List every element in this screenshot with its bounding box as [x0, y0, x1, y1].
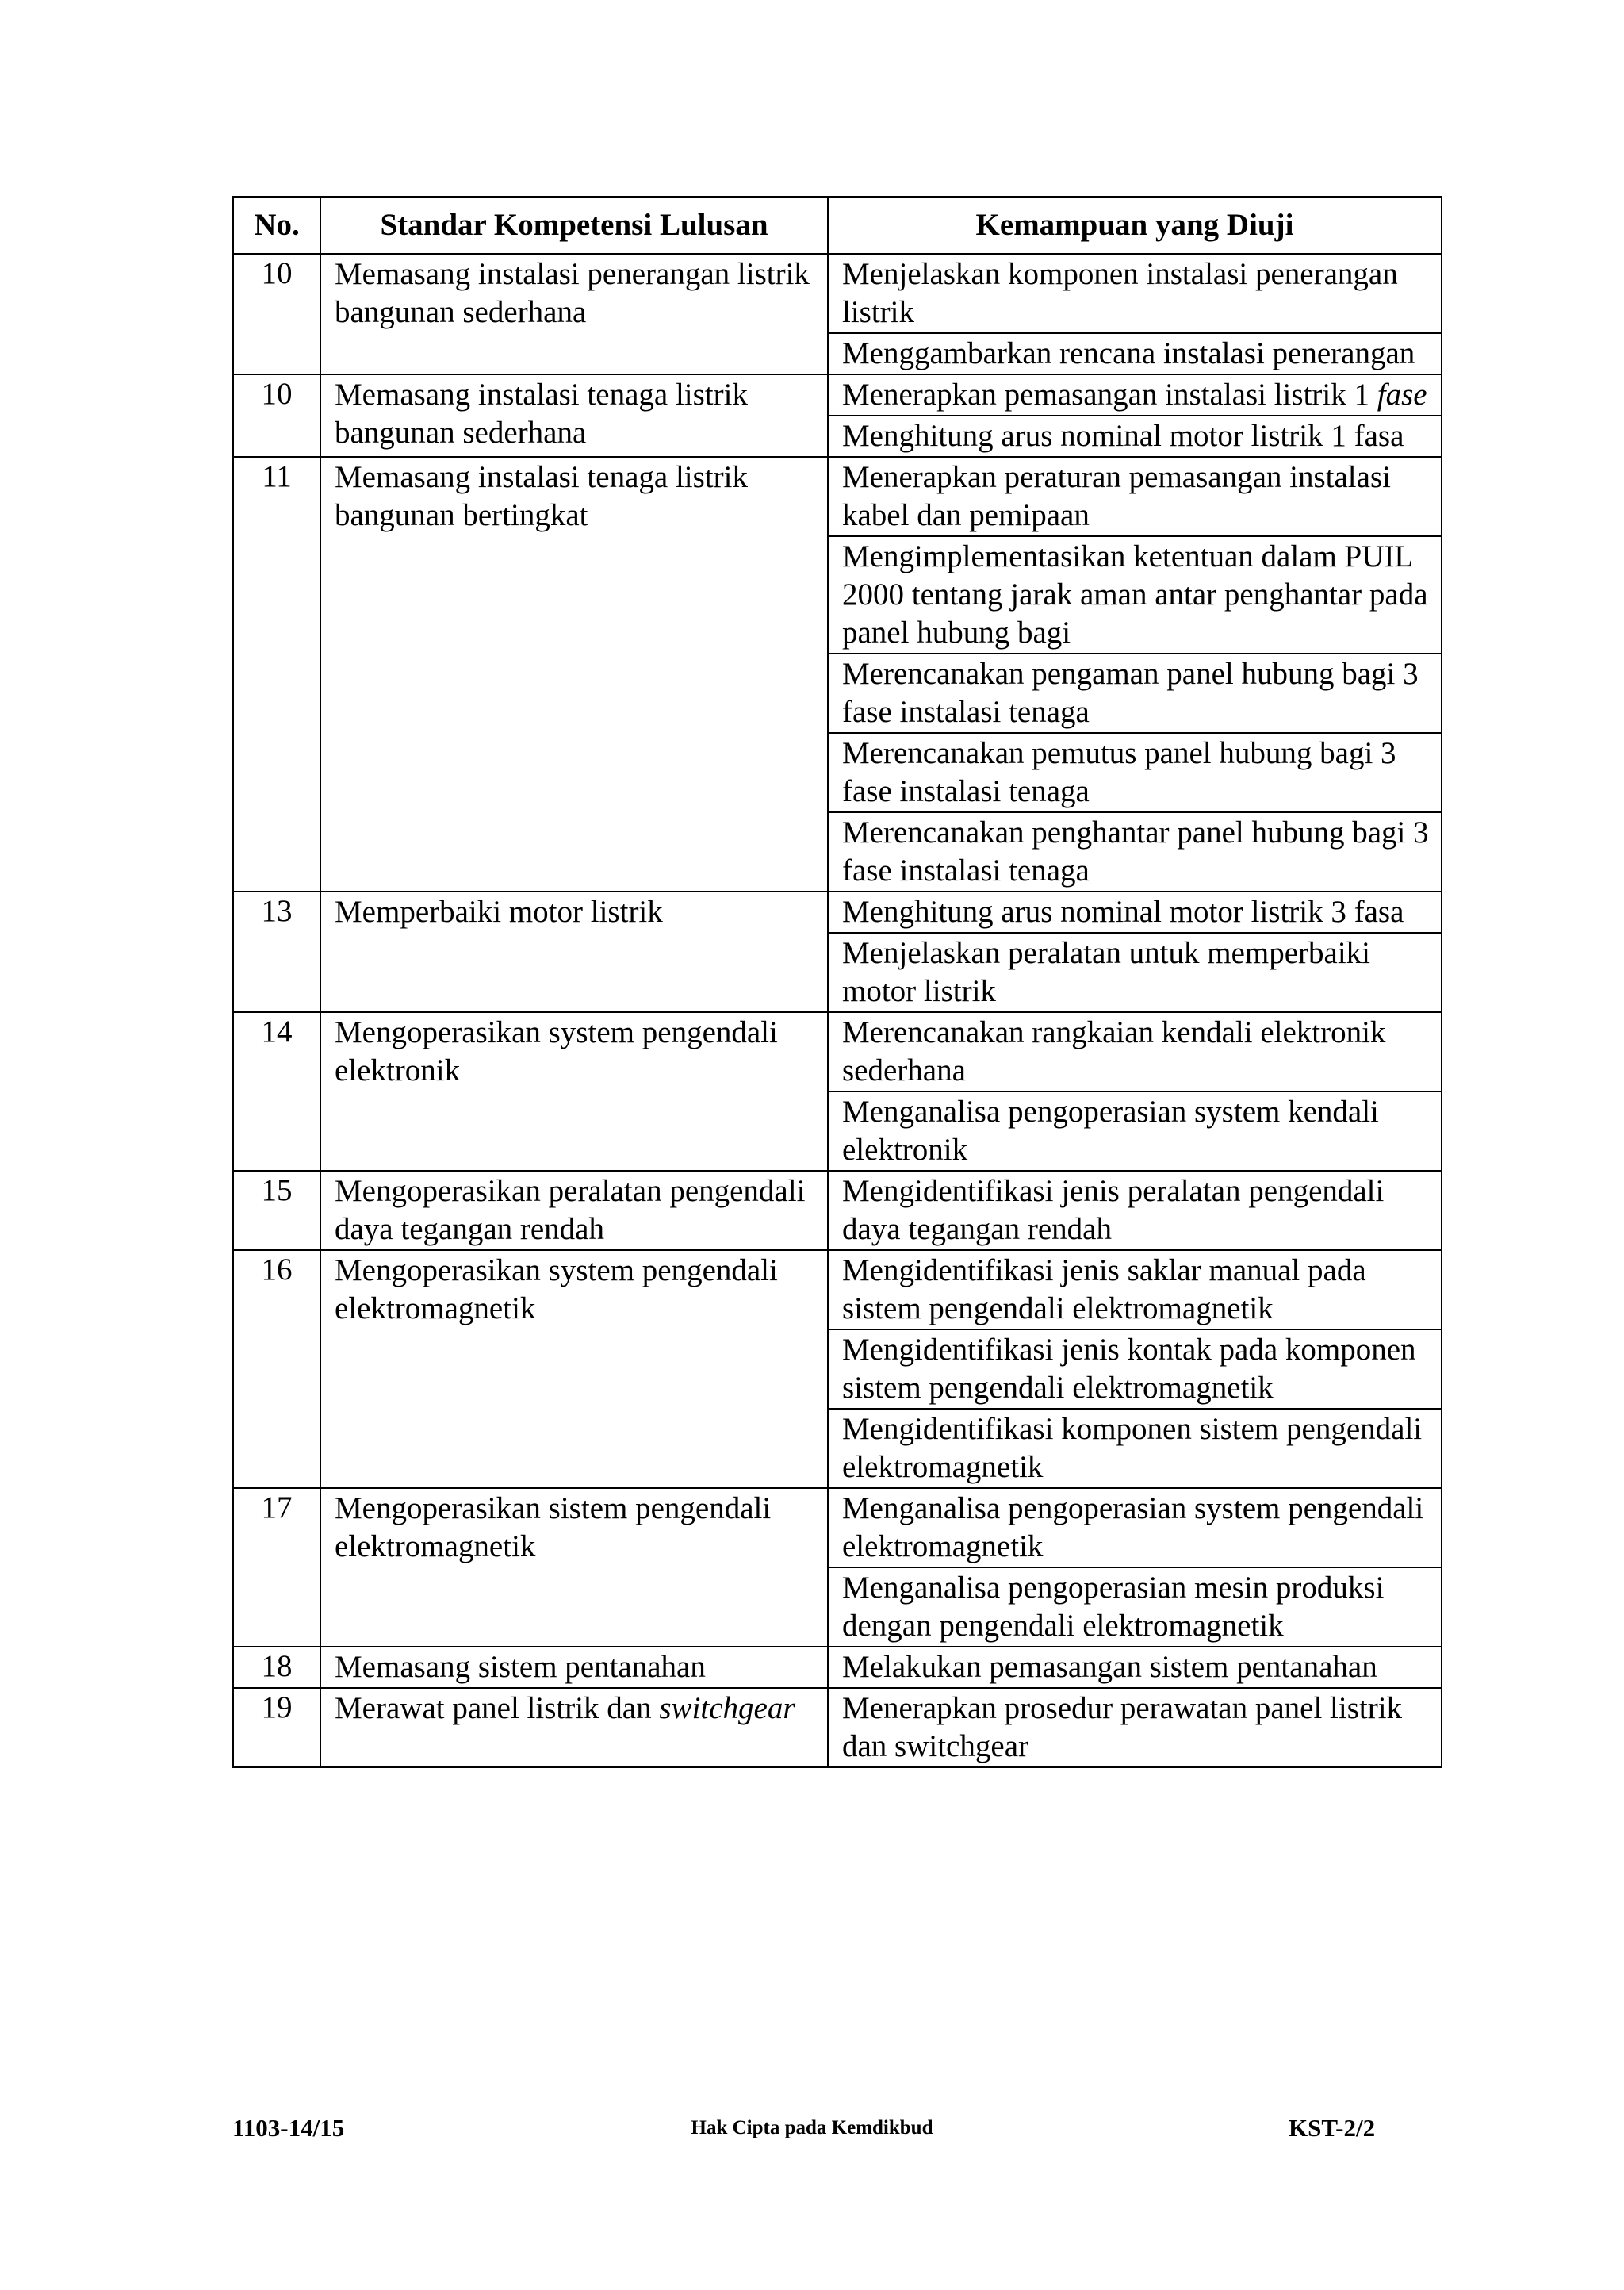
footer-copyright: Hak Cipta pada Kemdikbud	[691, 2117, 933, 2138]
cell-standar-kompetensi	[320, 254, 828, 374]
cell-kemampuan	[828, 374, 1442, 416]
cell-no: 13	[233, 892, 320, 1012]
cell-kemampuan: Menghitung arus nominal motor listrik 3 fasa	[828, 892, 1442, 933]
kemampuan-italic-text: fase	[1377, 378, 1427, 412]
skl-text: Memperbaiki motor listrik	[335, 895, 663, 929]
cell-standar-kompetensi	[320, 1012, 828, 1171]
cell-no: 10	[233, 374, 320, 457]
skl-text: Memasang instalasi tenaga listrik bangunan bertingkat	[335, 460, 748, 532]
cell-standar-kompetensi	[320, 374, 828, 457]
cell-kemampuan: Menerapkan peraturan pemasangan instalasi kabel dan pemipaan	[828, 457, 1442, 536]
header-skl: Standar Kompetensi Lulusan	[320, 197, 828, 254]
table-row	[233, 457, 1442, 536]
cell-kemampuan: Menjelaskan komponen instalasi penerangan listrik	[828, 254, 1442, 333]
cell-kemampuan: Merencanakan pemutus panel hubung bagi 3 fase instalasi tenaga	[828, 733, 1442, 812]
skl-text: Memasang instalasi penerangan listrik bangunan sederhana	[335, 257, 810, 329]
skl-text: Merawat panel listrik dan	[335, 1691, 652, 1725]
cell-no: 17	[233, 1488, 320, 1647]
footer-code: 1103-14/15	[232, 2114, 345, 2142]
table-header-row	[233, 197, 1442, 254]
cell-no: 18	[233, 1647, 320, 1688]
table-row	[233, 1647, 1442, 1688]
footer-page-label: KST-2/2	[1289, 2114, 1376, 2142]
table-row	[233, 1488, 1442, 1567]
cell-no: 19	[233, 1688, 320, 1767]
table-row	[233, 254, 1442, 333]
table-body	[233, 254, 1442, 1767]
cell-kemampuan: Menganalisa pengoperasian system kendali elektronik	[828, 1091, 1442, 1171]
table-row	[233, 1171, 1442, 1250]
skl-text: Mengoperasikan sistem pengendali elektromagnetik	[335, 1491, 772, 1563]
cell-kemampuan: Menerapkan prosedur perawatan panel listrik dan switchgear	[828, 1688, 1442, 1767]
table-row	[233, 1012, 1442, 1091]
cell-standar-kompetensi	[320, 1171, 828, 1250]
table-row	[233, 892, 1442, 933]
competency-table	[232, 196, 1442, 1768]
cell-no: 11	[233, 457, 320, 892]
skl-text: Mengoperasikan peralatan pengendali daya tegangan rendah	[335, 1174, 806, 1246]
skl-text: Memasang instalasi tenaga listrik bangunan sederhana	[335, 378, 748, 450]
cell-kemampuan: Melakukan pemasangan sistem pentanahan	[828, 1647, 1442, 1688]
cell-standar-kompetensi	[320, 1488, 828, 1647]
cell-kemampuan: Menggambarkan rencana instalasi penerangan	[828, 333, 1442, 374]
cell-kemampuan: Merencanakan rangkaian kendali elektronik sederhana	[828, 1012, 1442, 1091]
cell-kemampuan: Mengidentifikasi jenis kontak pada komponen sistem pengendali elektromagnetik	[828, 1329, 1442, 1409]
cell-kemampuan: Merencanakan penghantar panel hubung bagi 3 fase instalasi tenaga	[828, 812, 1442, 892]
cell-no: 15	[233, 1171, 320, 1250]
cell-no: 14	[233, 1012, 320, 1171]
kemampuan-text: Menerapkan pemasangan instalasi listrik 1	[842, 378, 1369, 412]
skl-text: Mengoperasikan system pengendali elektronik	[335, 1015, 778, 1087]
cell-standar-kompetensi	[320, 1688, 828, 1767]
cell-kemampuan: Menghitung arus nominal motor listrik 1 fasa	[828, 416, 1442, 457]
cell-kemampuan: Menjelaskan peralatan untuk memperbaiki motor listrik	[828, 933, 1442, 1012]
cell-standar-kompetensi	[320, 892, 828, 1012]
cell-kemampuan: Mengidentifikasi jenis saklar manual pada sistem pengendali elektromagnetik	[828, 1250, 1442, 1329]
header-kemampuan: Kemampuan yang Diuji	[828, 197, 1442, 254]
cell-kemampuan: Mengimplementasikan ketentuan dalam PUIL 2000 tentang jarak aman antar penghantar pada panel hubung bagi	[828, 536, 1442, 654]
skl-text: Memasang sistem pentanahan	[335, 1650, 706, 1684]
cell-kemampuan: Merencanakan pengaman panel hubung bagi 3 fase instalasi tenaga	[828, 654, 1442, 733]
cell-standar-kompetensi	[320, 457, 828, 892]
table-row	[233, 1688, 1442, 1767]
cell-no: 16	[233, 1250, 320, 1488]
cell-kemampuan: Menganalisa pengoperasian mesin produksi dengan pengendali elektromagnetik	[828, 1567, 1442, 1647]
cell-kemampuan: Mengidentifikasi komponen sistem pengendali elektromagnetik	[828, 1409, 1442, 1488]
skl-italic-text: switchgear	[659, 1691, 795, 1725]
table-row	[233, 1250, 1442, 1329]
table-row	[233, 374, 1442, 416]
cell-kemampuan: Mengidentifikasi jenis peralatan pengendali daya tegangan rendah	[828, 1171, 1442, 1250]
cell-no: 10	[233, 254, 320, 374]
cell-standar-kompetensi	[320, 1250, 828, 1488]
skl-text: Mengoperasikan system pengendali elektromagnetik	[335, 1253, 778, 1325]
cell-kemampuan: Menganalisa pengoperasian system pengendali elektromagnetik	[828, 1488, 1442, 1567]
cell-standar-kompetensi	[320, 1647, 828, 1688]
header-no: No.	[233, 197, 320, 254]
